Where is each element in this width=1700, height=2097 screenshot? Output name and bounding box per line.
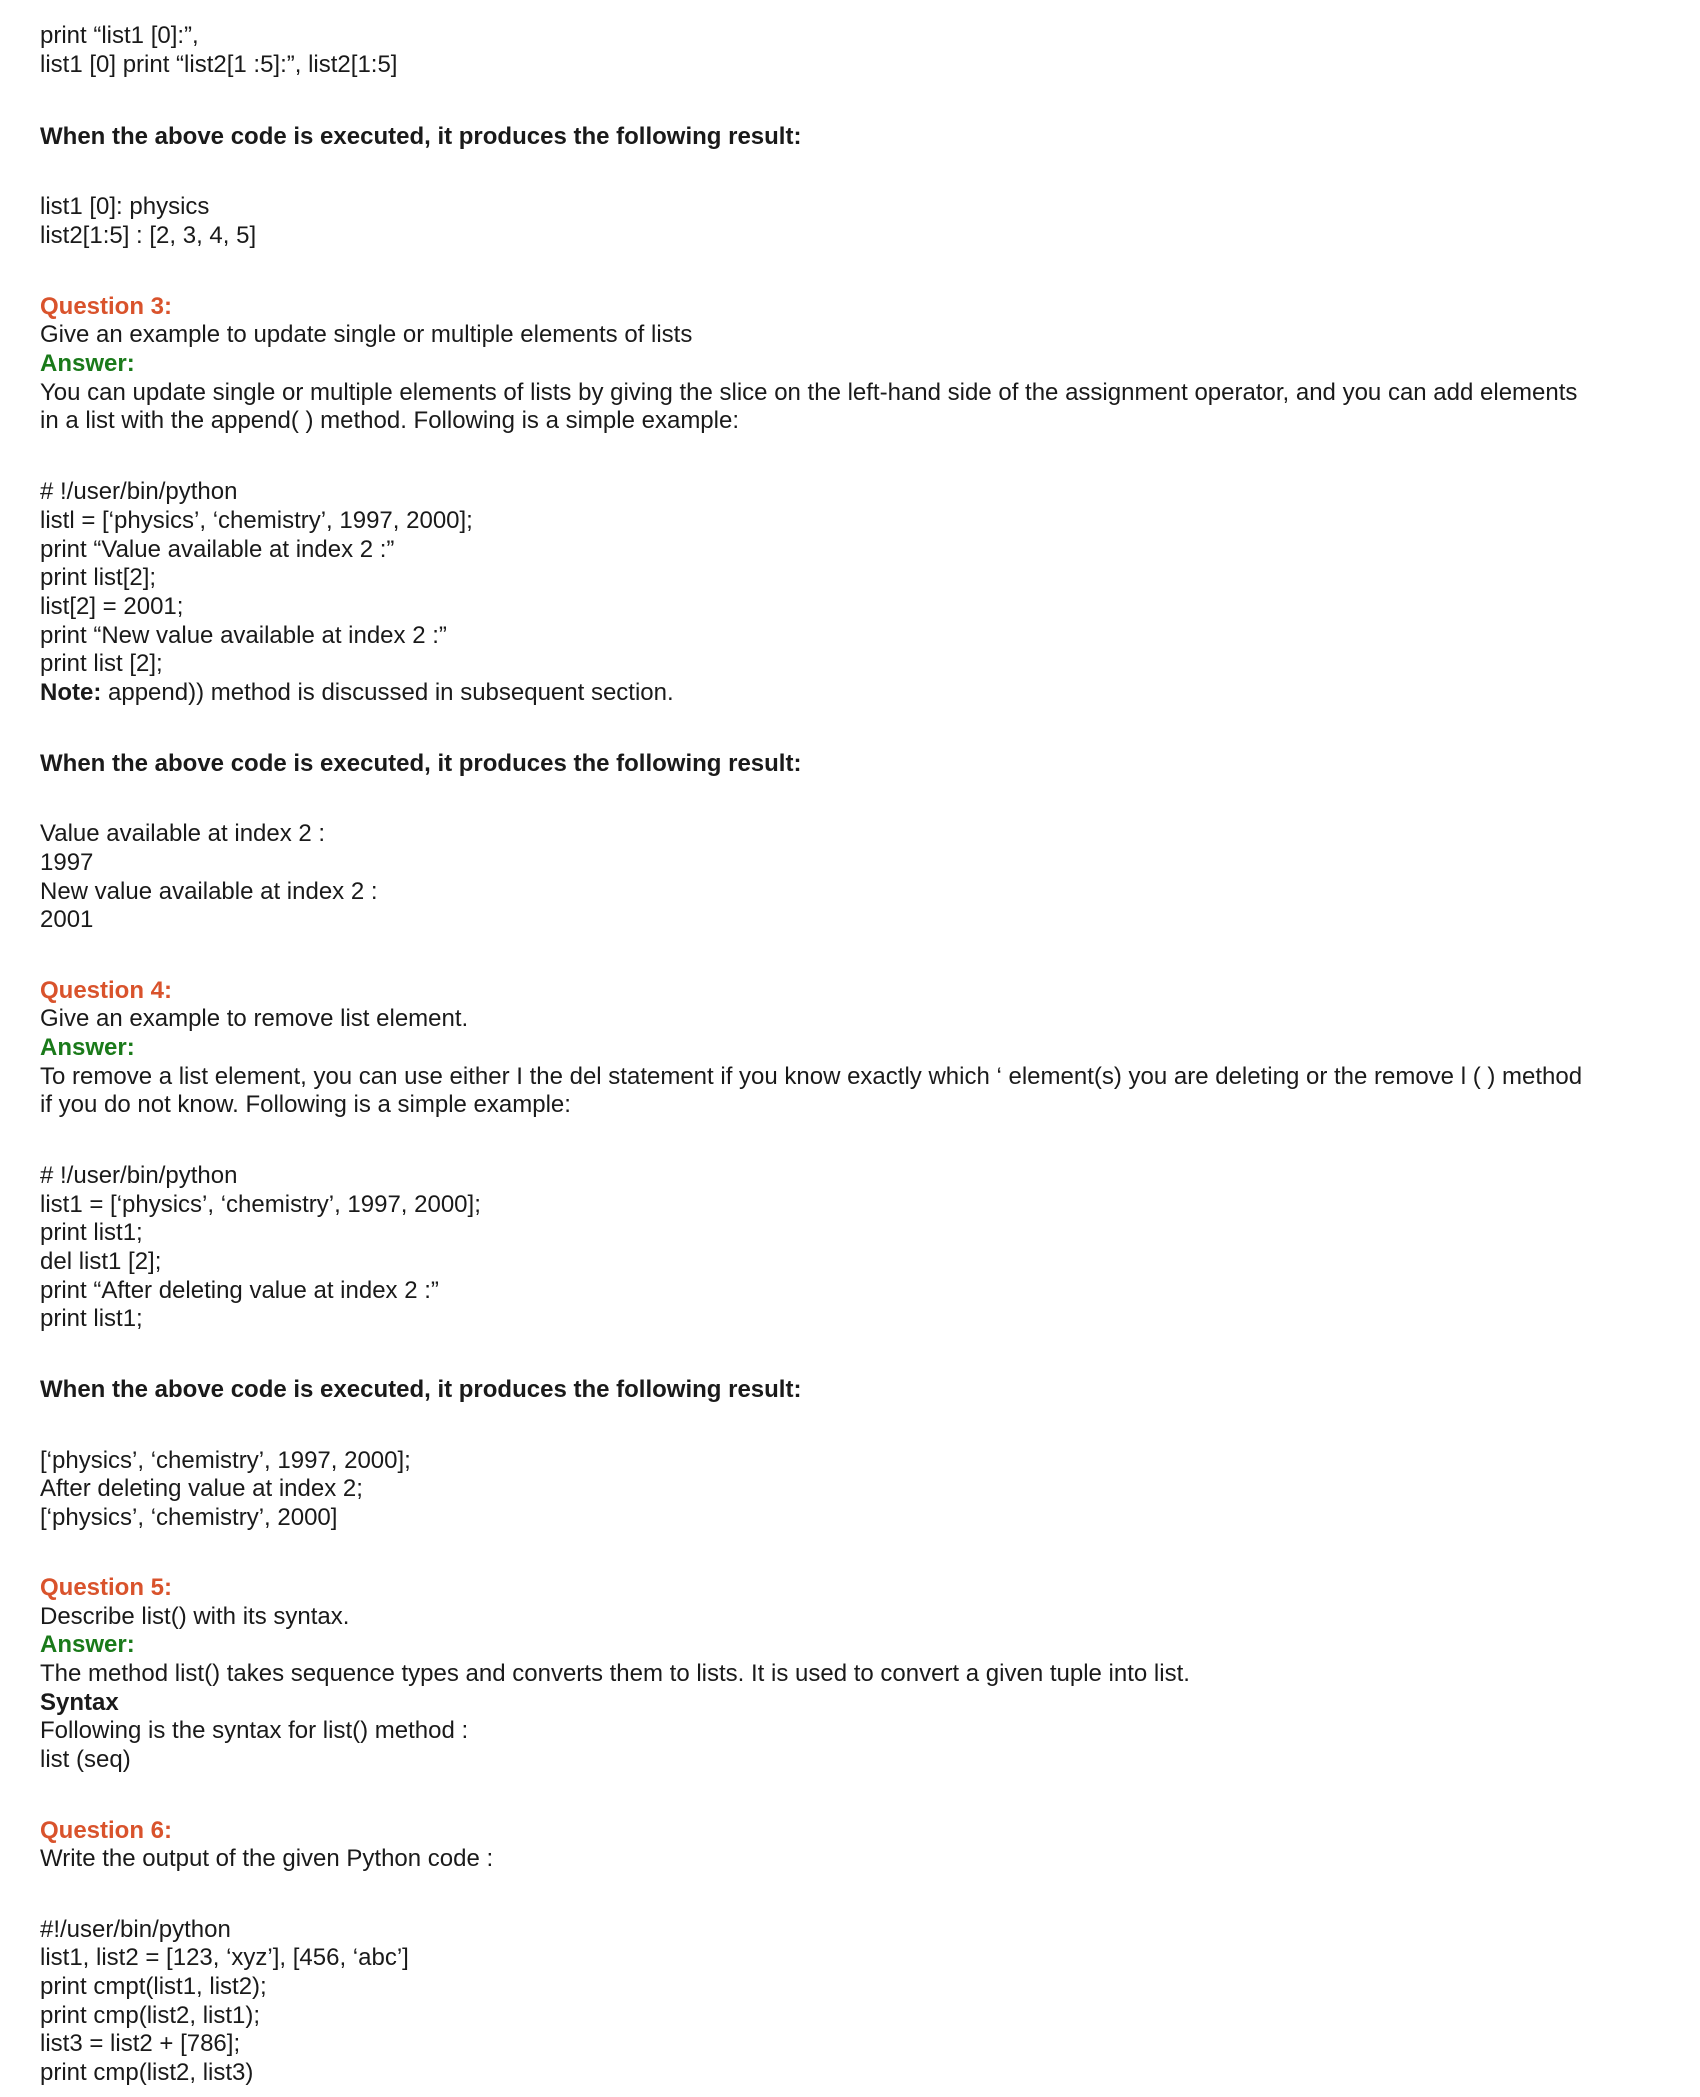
- code-line: print “After deleting value at index 2 :”: [40, 1277, 439, 1304]
- code-line: print list1;: [40, 1219, 143, 1246]
- question-3-text: Give an example to update single or multiple elements of lists: [40, 321, 693, 348]
- question-5-title: Question 5:: [40, 1574, 173, 1601]
- question-4-title: Question 4:: [40, 977, 173, 1004]
- result-line: 1997: [40, 849, 94, 876]
- code-line: # !/user/bin/python: [40, 1162, 238, 1189]
- code-line: print list [2];: [40, 650, 163, 677]
- answer-text: You can update single or multiple elements of lists by giving the slice on the left-hand side of the assignment operator, and you can add elements: [40, 379, 1578, 406]
- code-line: print cmp(list2, list1);: [40, 2002, 261, 2029]
- code-line: print cmpt(list1, list2);: [40, 1973, 267, 2000]
- question-4-text: Give an example to remove list element.: [40, 1005, 469, 1032]
- code-line: # !/user/bin/python: [40, 478, 238, 505]
- result-line: 2001: [40, 906, 94, 933]
- answer-text: The method list() takes sequence types and converts them to lists. It is used to convert a given tuple into list.: [40, 1660, 1190, 1687]
- code-line: print cmp(list2, list3): [40, 2059, 254, 2086]
- code-line: listl = [‘physics’, ‘chemistry’, 1997, 2000];: [40, 507, 473, 534]
- code-line: print “Value available at index 2 :”: [40, 536, 395, 563]
- result-heading: When the above code is executed, it produces the following result:: [40, 123, 802, 150]
- result-line: Value available at index 2 :: [40, 820, 326, 847]
- note-line: [40, 678, 674, 707]
- code-line: list1 [0] print “list2[1 :5]:”, list2[1:5]: [40, 51, 398, 78]
- answer-text: To remove a list element, you can use either I the del statement if you know exactly which ‘ element(s) you are deleting or the remove l ( ) method: [40, 1063, 1583, 1090]
- note-text: append)) method is discussed in subsequent section.: [101, 679, 674, 706]
- code-line: print list[2];: [40, 564, 157, 591]
- result-line: list1 [0]: physics: [40, 193, 210, 220]
- answer-label: Answer:: [40, 1631, 135, 1658]
- answer-label: Answer:: [40, 1034, 135, 1061]
- syntax-label: Syntax: [40, 1689, 119, 1716]
- result-heading: When the above code is executed, it produces the following result:: [40, 750, 802, 777]
- code-line: del list1 [2];: [40, 1248, 162, 1275]
- code-line: list[2] = 2001;: [40, 593, 184, 620]
- result-line: list2[1:5] : [2, 3, 4, 5]: [40, 222, 257, 249]
- code-line: list1 = [‘physics’, ‘chemistry’, 1997, 2000];: [40, 1191, 481, 1218]
- result-line: [‘physics’, ‘chemistry’, 2000]: [40, 1504, 338, 1531]
- result-heading: When the above code is executed, it produces the following result:: [40, 1376, 802, 1403]
- code-line: #!/user/bin/python: [40, 1916, 231, 1943]
- result-line: New value available at index 2 :: [40, 878, 378, 905]
- answer-text: if you do not know. Following is a simple example:: [40, 1091, 571, 1118]
- question-6-text: Write the output of the given Python code :: [40, 1845, 494, 1872]
- answer-text: in a list with the append( ) method. Following is a simple example:: [40, 407, 739, 434]
- question-5-text: Describe list() with its syntax.: [40, 1603, 350, 1630]
- result-line: After deleting value at index 2;: [40, 1475, 363, 1502]
- code-line: print “list1 [0]:”,: [40, 22, 199, 49]
- result-line: [‘physics’, ‘chemistry’, 1997, 2000];: [40, 1447, 411, 1474]
- code-line: print list1;: [40, 1305, 143, 1332]
- syntax-text: Following is the syntax for list() method :: [40, 1717, 469, 1744]
- code-line: list3 = list2 + [786];: [40, 2030, 241, 2057]
- code-line: list1, list2 = [123, ‘xyz’], [456, ‘abc’]: [40, 1944, 409, 1971]
- answer-label: Answer:: [40, 350, 135, 377]
- note-label: Note:: [40, 679, 102, 706]
- code-line: print “New value available at index 2 :”: [40, 622, 447, 649]
- question-6-title: Question 6:: [40, 1817, 173, 1844]
- question-3-title: Question 3:: [40, 293, 173, 320]
- syntax-text: list (seq): [40, 1746, 131, 1773]
